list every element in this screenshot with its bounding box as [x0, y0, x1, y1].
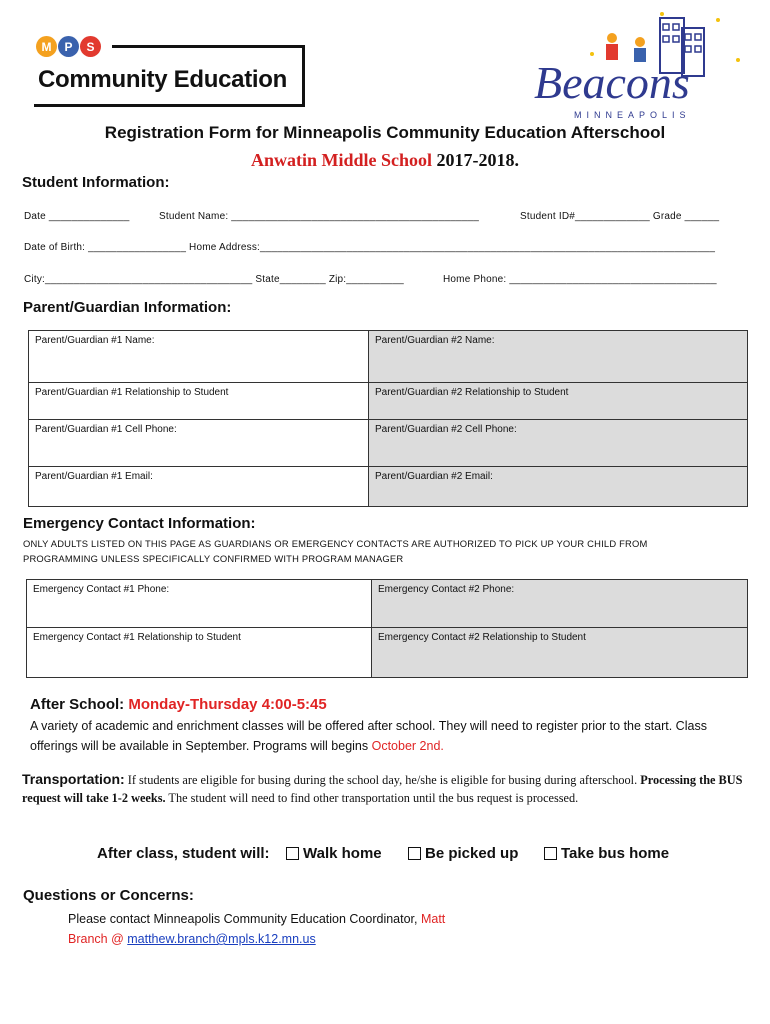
guardian-table [28, 330, 748, 507]
after-class-label: After class, student will: [97, 845, 270, 862]
date-field[interactable]: Date ______________ [24, 211, 130, 222]
walk-home-checkbox[interactable] [286, 847, 299, 860]
logo-rule-right [302, 45, 305, 107]
emergency1-phone-cell[interactable]: Emergency Contact #1 Phone: [27, 580, 372, 628]
guardian2-phone-cell[interactable]: Parent/Guardian #2 Cell Phone: [369, 420, 748, 467]
table-row [29, 420, 748, 467]
guardian-info-heading: Parent/Guardian Information: [23, 299, 232, 316]
bus-home-label: Take bus home [561, 845, 670, 862]
emergency2-phone-cell[interactable]: Emergency Contact #2 Phone: [372, 580, 748, 628]
picked-up-label: Be picked up [425, 845, 519, 862]
mps-logo-name: Community Education [38, 66, 287, 93]
school-year: 2017-2018. [432, 150, 520, 170]
table-row [29, 467, 748, 507]
after-school-description [30, 716, 750, 756]
transportation-text: If students are eligible for busing during the school day, he/she is eligible for busing during afterschool. [124, 773, 641, 787]
guardian1-relationship-cell[interactable]: Parent/Guardian #1 Relationship to Student [29, 383, 369, 420]
table-row [27, 580, 748, 628]
home-phone-field[interactable]: Home Phone: ____________________________________ [443, 274, 717, 285]
beacons-wordmark: Beacons [534, 57, 690, 108]
pickup-notice [23, 536, 723, 566]
logo-rule-top [112, 45, 305, 48]
bus-home-checkbox[interactable] [544, 847, 557, 860]
mps-logo [34, 36, 309, 110]
student-name-field[interactable]: Student Name: ___________________________________________ [159, 211, 480, 222]
mps-letter-s: S [80, 36, 101, 57]
questions-body [68, 909, 528, 949]
picked-up-checkbox[interactable] [408, 847, 421, 860]
transportation-text-end: The student will need to find other transportation until the bus request is processed. [165, 791, 579, 805]
guardian2-relationship-cell[interactable]: Parent/Guardian #2 Relationship to Student [369, 383, 748, 420]
guardian1-phone-cell[interactable]: Parent/Guardian #1 Cell Phone: [29, 420, 369, 467]
after-school-heading [30, 696, 327, 713]
questions-text: Please contact Minneapolis Community Education Coordinator, [68, 912, 421, 926]
transportation-section [22, 770, 752, 807]
beacons-logo [532, 10, 744, 122]
program-start-date: October 2nd. [371, 739, 444, 753]
pickup-notice-line: ONLY ADULTS LISTED ON THIS PAGE AS GUARDIANS OR EMERGENCY CONTACTS ARE AUTHORIZED TO PICK UP YOUR CHILD FROM [23, 538, 648, 549]
walk-home-label: Walk home [303, 845, 382, 862]
guardian1-email-cell[interactable]: Parent/Guardian #1 Email: [29, 467, 369, 507]
table-row [29, 331, 748, 383]
mps-letter-m: M [36, 36, 57, 57]
emergency-table [26, 579, 748, 678]
mps-letter-p: P [58, 36, 79, 57]
emergency1-relationship-cell[interactable]: Emergency Contact #1 Relationship to Student [27, 628, 372, 678]
form-subtitle [0, 150, 770, 171]
after-school-label: After School: [30, 696, 129, 713]
dob-address-field[interactable]: Date of Birth: _________________ Home Address:_______________________________________________________________________________ [24, 242, 716, 253]
contact-email-link[interactable]: matthew.branch@mpls.k12.mn.us [127, 932, 316, 946]
beacons-city: MINNEAPOLIS [574, 110, 691, 120]
table-row [29, 383, 748, 420]
student-info-heading: Student Information: [22, 174, 170, 191]
guardian2-name-cell[interactable]: Parent/Guardian #2 Name: [369, 331, 748, 383]
picked-up-option[interactable] [408, 845, 518, 862]
after-school-text: A variety of academic and enrichment classes will be offered after school. They will need to register prior to the start. Class offerings will be available in September. Programs will begins [30, 719, 707, 753]
student-id-grade-field[interactable]: Student ID#_____________ Grade ______ [520, 211, 720, 222]
bus-home-option[interactable] [544, 845, 669, 862]
transportation-label: Transportation: [22, 771, 125, 787]
emergency-info-heading: Emergency Contact Information: [23, 515, 256, 532]
logo-rule-bottom [34, 104, 305, 107]
table-row [27, 628, 748, 678]
questions-heading: Questions or Concerns: [23, 887, 194, 904]
city-state-zip-field[interactable]: City:____________________________________ State________ Zip:__________ [24, 274, 404, 285]
mps-letter-circles [36, 36, 101, 57]
pickup-notice-line: PROGRAMMING UNLESS SPECIFICALLY CONFIRMED WITH PROGRAM MANAGER [23, 553, 404, 564]
guardian2-email-cell[interactable]: Parent/Guardian #2 Email: [369, 467, 748, 507]
emergency2-relationship-cell[interactable]: Emergency Contact #2 Relationship to Student [372, 628, 748, 678]
contact-first-name: Matt [420, 912, 446, 926]
after-school-schedule: Monday-Thursday 4:00-5:45 [128, 696, 327, 713]
form-title: Registration Form for Minneapolis Community Education Afterschool [104, 123, 666, 142]
guardian1-name-cell[interactable]: Parent/Guardian #1 Name: [29, 331, 369, 383]
bus-processing-note: Processing the BUS request will take 1-2 weeks. [22, 773, 743, 805]
contact-last-name: Branch @ [68, 932, 128, 946]
walk-home-option[interactable] [286, 845, 382, 862]
school-name: Anwatin Middle School [250, 150, 433, 170]
